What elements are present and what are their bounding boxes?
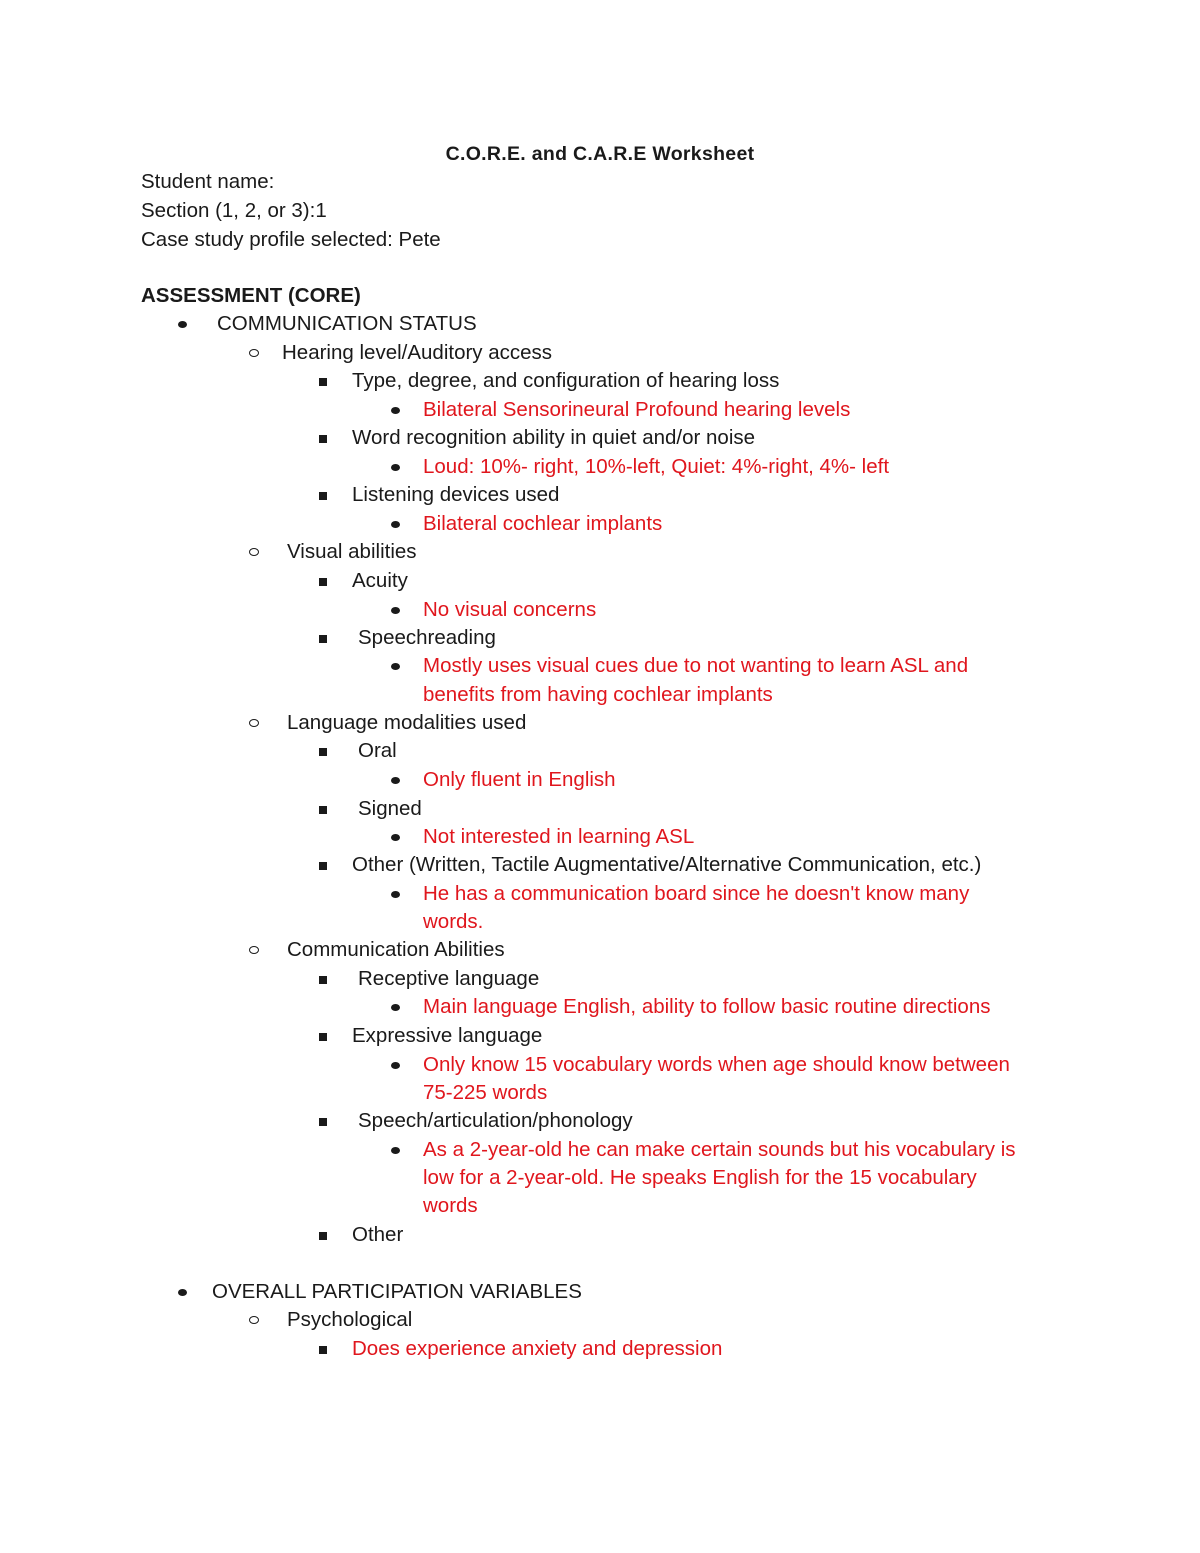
- communication-status-heading: COMMUNICATION STATUS: [217, 312, 477, 335]
- word-recognition-answer: Loud: 10%- right, 10%-left, Quiet: 4%-right, 4%- left: [423, 455, 890, 478]
- listening-devices-label: Listening devices used: [352, 483, 560, 506]
- student-name-field: Student name:: [141, 170, 275, 193]
- speechreading-label: Speechreading: [358, 626, 496, 649]
- acuity-label: Acuity: [352, 569, 408, 592]
- case-study-field: Case study profile selected: Pete: [141, 228, 441, 251]
- psychological-answer: Does experience anxiety and depression: [352, 1337, 723, 1360]
- other-modality-answer-line-2: words.: [423, 910, 484, 933]
- hearing-label: Hearing level/Auditory access: [282, 341, 553, 364]
- expressive-language-label: Expressive language: [352, 1024, 543, 1047]
- receptive-language-answer: Main language English, ability to follow basic routine directions: [423, 995, 991, 1018]
- circle-bullet-icon: [249, 1316, 259, 1324]
- disc-bullet-icon: [391, 663, 400, 670]
- signed-answer: Not interested in learning ASL: [423, 825, 695, 848]
- document-title: C.O.R.E. and C.A.R.E Worksheet: [445, 143, 755, 165]
- oral-label: Oral: [358, 739, 397, 762]
- square-bullet-icon: [319, 1346, 327, 1354]
- oral-answer: Only fluent in English: [423, 768, 616, 791]
- square-bullet-icon: [319, 1033, 327, 1041]
- disc-bullet-icon: [391, 1147, 400, 1154]
- disc-bullet-icon: [178, 1289, 187, 1296]
- square-bullet-icon: [319, 378, 327, 386]
- receptive-language-label: Receptive language: [358, 967, 540, 990]
- expressive-language-answer-line-1: Only know 15 vocabulary words when age should know between: [423, 1053, 1010, 1076]
- listening-devices-answer: Bilateral cochlear implants: [423, 512, 663, 535]
- disc-bullet-icon: [178, 321, 187, 328]
- section-field: Section (1, 2, or 3):1: [141, 199, 327, 222]
- communication-abilities-label: Communication Abilities: [287, 938, 505, 961]
- other-ability-label: Other: [352, 1223, 404, 1246]
- square-bullet-icon: [319, 1118, 327, 1126]
- square-bullet-icon: [319, 492, 327, 500]
- participation-heading: OVERALL PARTICIPATION VARIABLES: [212, 1280, 582, 1303]
- disc-bullet-icon: [391, 1004, 400, 1011]
- disc-bullet-icon: [391, 607, 400, 614]
- disc-bullet-icon: [391, 464, 400, 471]
- speech-articulation-answer-line-2: low for a 2-year-old. He speaks English for the 15 vocabulary: [423, 1166, 977, 1189]
- circle-bullet-icon: [249, 946, 259, 954]
- square-bullet-icon: [319, 635, 327, 643]
- square-bullet-icon: [319, 806, 327, 814]
- square-bullet-icon: [319, 578, 327, 586]
- circle-bullet-icon: [249, 548, 259, 556]
- speech-articulation-label: Speech/articulation/phonology: [358, 1109, 633, 1132]
- circle-bullet-icon: [249, 719, 259, 727]
- visual-abilities-label: Visual abilities: [287, 540, 417, 563]
- speechreading-answer-line-2: benefits from having cochlear implants: [423, 683, 773, 706]
- assessment-heading: ASSESSMENT (CORE): [141, 284, 361, 307]
- disc-bullet-icon: [391, 777, 400, 784]
- expressive-language-answer-line-2: 75-225 words: [423, 1081, 548, 1104]
- square-bullet-icon: [319, 435, 327, 443]
- disc-bullet-icon: [391, 521, 400, 528]
- speechreading-answer-line-1: Mostly uses visual cues due to not wanting to learn ASL and: [423, 654, 969, 677]
- square-bullet-icon: [319, 1232, 327, 1240]
- disc-bullet-icon: [391, 834, 400, 841]
- speech-articulation-answer-line-3: words: [423, 1194, 478, 1217]
- other-modality-label: Other (Written, Tactile Augmentative/Alternative Communication, etc.): [352, 853, 982, 876]
- psychological-label: Psychological: [287, 1308, 413, 1331]
- acuity-answer: No visual concerns: [423, 598, 597, 621]
- language-modalities-label: Language modalities used: [287, 711, 527, 734]
- square-bullet-icon: [319, 976, 327, 984]
- square-bullet-icon: [319, 862, 327, 870]
- disc-bullet-icon: [391, 1062, 400, 1069]
- speech-articulation-answer-line-1: As a 2-year-old he can make certain sounds but his vocabulary is: [423, 1138, 1016, 1161]
- hearing-type-answer: Bilateral Sensorineural Profound hearing levels: [423, 398, 851, 421]
- hearing-type-label: Type, degree, and configuration of hearing loss: [352, 369, 780, 392]
- disc-bullet-icon: [391, 407, 400, 414]
- disc-bullet-icon: [391, 891, 400, 898]
- square-bullet-icon: [319, 748, 327, 756]
- word-recognition-label: Word recognition ability in quiet and/or noise: [352, 426, 756, 449]
- other-modality-answer-line-1: He has a communication board since he doesn't know many: [423, 882, 970, 905]
- circle-bullet-icon: [249, 349, 259, 357]
- signed-label: Signed: [358, 797, 422, 820]
